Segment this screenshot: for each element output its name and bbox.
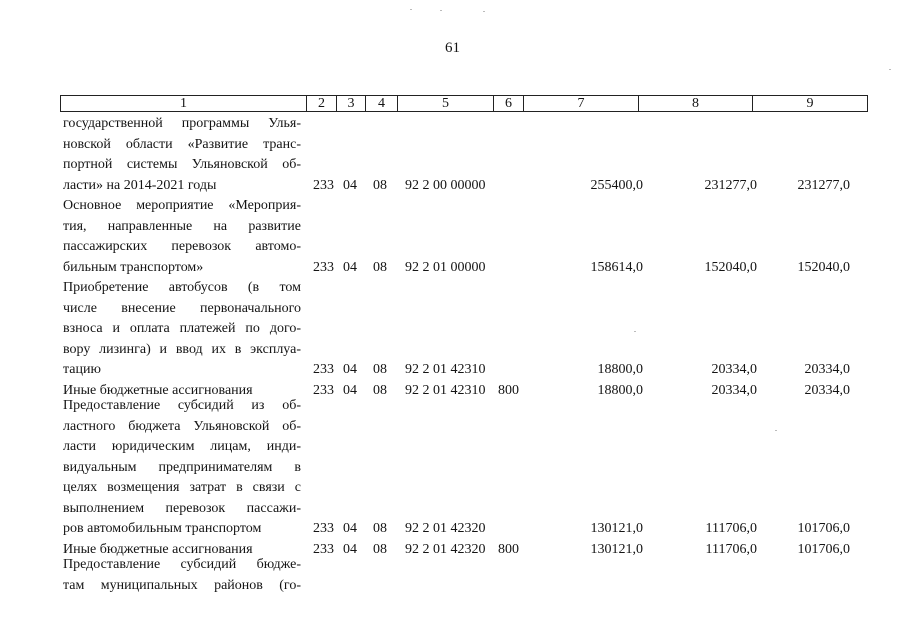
header-col-7: 7	[523, 96, 638, 111]
cell-year-3: 231277,0	[797, 177, 850, 193]
row-description	[63, 196, 301, 278]
desc-line: взноса и оплата платежей по дого-	[63, 321, 301, 336]
desc-line: Основное мероприятие «Мероприя-	[63, 198, 301, 213]
cell-year-3: 101706,0	[797, 541, 850, 557]
desc-line: Предоставление субсидий бюдже-	[63, 557, 301, 572]
cell-rz: 04	[343, 177, 357, 193]
scan-speck	[775, 430, 777, 431]
cell-pr: 08	[373, 362, 387, 377]
scan-speck	[440, 10, 442, 11]
cell-year-1: 130121,0	[590, 521, 643, 536]
cell-year-2: 20334,0	[711, 362, 757, 377]
cell-pr: 08	[373, 259, 387, 275]
cell-year-1: 255400,0	[590, 177, 643, 193]
cell-rz: 04	[343, 362, 357, 377]
header-col-8: 8	[638, 96, 752, 111]
row-description	[63, 396, 301, 540]
row-description	[63, 114, 301, 196]
header-col-3: 3	[336, 96, 365, 111]
cell-rz: 04	[343, 382, 357, 398]
header-col-9: 9	[752, 96, 867, 111]
scan-speck	[483, 11, 485, 12]
cell-year-3: 152040,0	[797, 259, 850, 275]
desc-line: ласти» на 2014-2021 годы	[63, 177, 217, 193]
cell-year-1: 18800,0	[597, 362, 643, 377]
desc-line: новской области «Развитие транс-	[63, 136, 301, 152]
cell-vr: 800	[498, 541, 519, 557]
desc-line: тацию	[63, 362, 101, 377]
cell-pr: 08	[373, 382, 387, 398]
cell-year-2: 20334,0	[711, 382, 757, 398]
cell-csr: 92 2 01 00000	[405, 259, 486, 275]
cell-rz: 04	[343, 541, 357, 557]
cell-pr: 08	[373, 177, 387, 193]
cell-csr: 92 2 01 42320	[405, 521, 486, 536]
desc-line: видуальным предпринимателям в	[63, 459, 301, 475]
scan-speck	[634, 331, 636, 332]
desc-line: Предоставление субсидий из об-	[63, 398, 301, 413]
header-col-5: 5	[397, 96, 493, 111]
cell-ved: 233	[313, 259, 334, 275]
cell-year-2: 111706,0	[705, 541, 757, 557]
cell-csr: 92 2 00 00000	[405, 177, 486, 193]
desc-line: бильным транспортом»	[63, 259, 204, 275]
header-col-2: 2	[306, 96, 336, 111]
cell-year-1: 18800,0	[597, 382, 643, 398]
header-col-6: 6	[493, 96, 523, 111]
cell-vr: 800	[498, 382, 519, 398]
desc-line: вору лизинга) и ввод их в эксплуа-	[63, 341, 301, 357]
cell-year-3: 20334,0	[804, 382, 850, 398]
cell-year-1: 130121,0	[590, 541, 643, 557]
desc-line: там муниципальных районов (го-	[63, 577, 301, 593]
cell-csr: 92 2 01 42320	[405, 541, 486, 557]
row-description	[63, 278, 301, 381]
desc-line: ластного бюджета Ульяновской об-	[63, 418, 301, 434]
cell-pr: 08	[373, 541, 387, 557]
cell-csr: 92 2 01 42310	[405, 382, 486, 398]
cell-year-3: 101706,0	[797, 521, 850, 536]
cell-year-2: 152040,0	[704, 259, 757, 275]
cell-ved: 233	[313, 362, 334, 377]
desc-line: ров автомобильным транспортом	[63, 521, 262, 536]
cell-ved: 233	[313, 541, 334, 557]
header-col-1: 1	[180, 96, 187, 111]
page-number: 61	[445, 40, 460, 56]
desc-line: Иные бюджетные ассигнования	[63, 382, 253, 398]
cell-year-1: 158614,0	[590, 259, 643, 275]
cell-ved: 233	[313, 382, 334, 398]
cell-ved: 233	[313, 177, 334, 193]
desc-line: ласти юридическим лицам, инди-	[63, 439, 301, 454]
desc-line: целях возмещения затрат в связи с	[63, 480, 301, 495]
cell-year-2: 111706,0	[705, 521, 757, 536]
scan-speck	[889, 69, 891, 70]
header-col-4: 4	[365, 96, 397, 111]
cell-rz: 04	[343, 521, 357, 536]
scan-speck	[410, 9, 412, 10]
desc-line: пассажирских перевозок автомо-	[63, 239, 301, 254]
cell-year-3: 20334,0	[804, 362, 850, 377]
desc-line: государственной программы Улья-	[63, 116, 301, 131]
cell-year-2: 231277,0	[704, 177, 757, 193]
desc-line: тия, направленные на развитие	[63, 218, 301, 234]
desc-line: портной системы Ульяновской об-	[63, 157, 301, 172]
desc-line: выполнением перевозок пассажи-	[63, 500, 301, 516]
cell-rz: 04	[343, 259, 357, 275]
cell-ved: 233	[313, 521, 334, 536]
desc-line: числе внесение первоначального	[63, 300, 301, 316]
cell-csr: 92 2 01 42310	[405, 362, 486, 377]
cell-pr: 08	[373, 521, 387, 536]
desc-line: Приобретение автобусов (в том	[63, 280, 301, 295]
desc-line: Иные бюджетные ассигнования	[63, 541, 253, 557]
row-description	[63, 555, 301, 596]
